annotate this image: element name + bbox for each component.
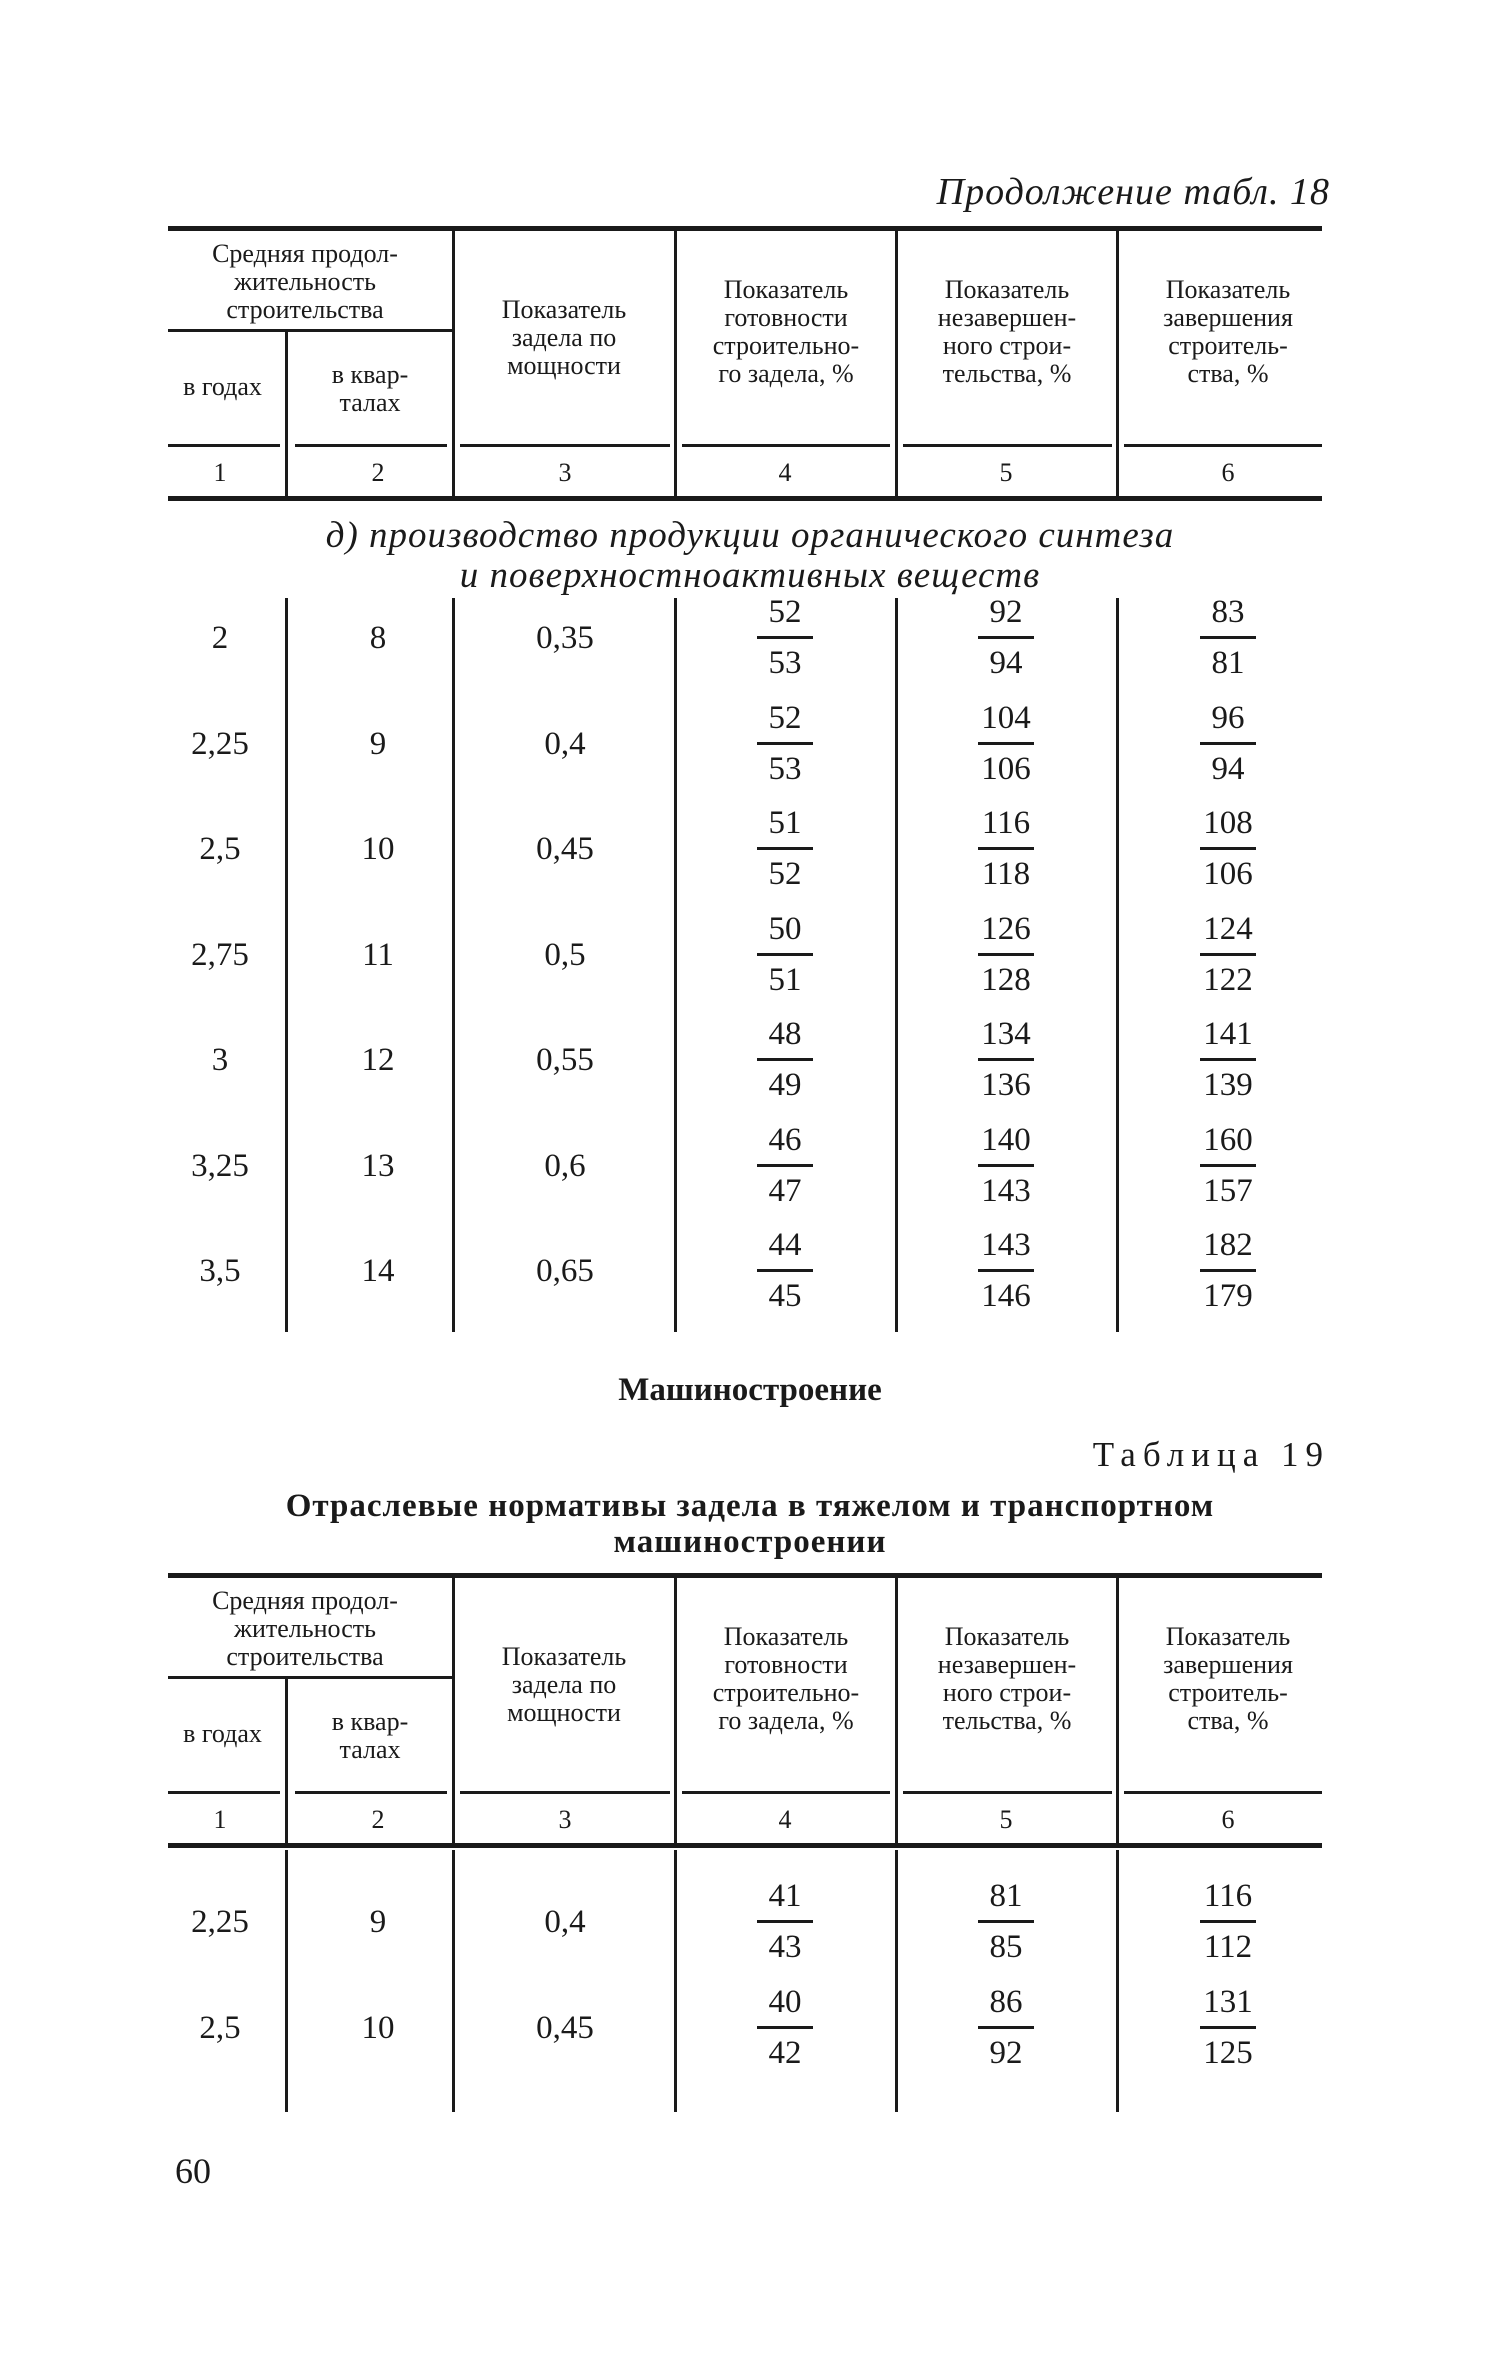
body-column-separator bbox=[285, 598, 288, 1332]
fraction-denominator: 47 bbox=[768, 1172, 802, 1209]
cell-readiness-fraction bbox=[725, 1225, 845, 1316]
header-bottom-rule bbox=[168, 444, 280, 447]
col4-header-line: готовности bbox=[724, 1650, 848, 1679]
fraction-numerator: 86 bbox=[989, 1983, 1023, 2020]
header-bottom-rule bbox=[295, 1791, 447, 1794]
header-column-separator bbox=[895, 1573, 898, 1843]
col4-header-line: го задела, % bbox=[718, 359, 854, 388]
header-column-separator bbox=[895, 226, 898, 496]
fraction-denominator: 52 bbox=[768, 856, 802, 892]
fraction-bar bbox=[1200, 742, 1256, 745]
cell-readiness-fraction bbox=[725, 1876, 845, 1967]
fraction-denominator: 94 bbox=[1211, 750, 1245, 787]
duration-group-header bbox=[170, 1587, 440, 1671]
column-number: 3 bbox=[558, 458, 572, 487]
cell-capacity: 0,5 bbox=[544, 936, 586, 973]
header-column-separator bbox=[452, 1573, 455, 1843]
cell-years: 3 bbox=[211, 1042, 229, 1078]
header-bottom-rule bbox=[460, 1791, 670, 1794]
cell-quarters: 10 bbox=[361, 2009, 395, 2046]
col5-header-line: ного строи- bbox=[942, 1678, 1072, 1707]
fraction-numerator: 44 bbox=[768, 1227, 802, 1263]
cell-years: 2,5 bbox=[199, 2009, 241, 2046]
cell-capacity: 0,4 bbox=[544, 725, 586, 762]
quarters-header bbox=[290, 1708, 450, 1764]
fraction-numerator: 131 bbox=[1203, 1983, 1253, 2020]
cell-quarters: 11 bbox=[362, 936, 394, 973]
header-bottom-rule bbox=[1124, 444, 1322, 447]
page-number: 60 bbox=[175, 2151, 211, 2191]
fraction-denominator: 136 bbox=[981, 1067, 1031, 1103]
quarters-header-line: в квар- bbox=[331, 360, 409, 389]
fraction-bar bbox=[757, 1058, 813, 1061]
fraction-numerator: 116 bbox=[981, 805, 1031, 841]
fraction-denominator: 53 bbox=[768, 645, 802, 681]
duration-group-line: строительства bbox=[226, 295, 384, 324]
cell-unfinished-fraction bbox=[946, 1225, 1066, 1316]
col3-header-line: мощности bbox=[507, 351, 621, 380]
column-number: 5 bbox=[999, 1805, 1013, 1834]
duration-group-line: Средняя продол- bbox=[212, 1586, 398, 1615]
header-column-separator bbox=[1116, 1573, 1119, 1843]
fraction-numerator: 126 bbox=[981, 910, 1031, 947]
col5-header-line: тельства, % bbox=[942, 359, 1072, 388]
cell-completion-fraction bbox=[1168, 698, 1288, 789]
duration-group-rule bbox=[168, 329, 452, 332]
fraction-denominator: 94 bbox=[989, 645, 1023, 681]
header-bottom-rule bbox=[903, 444, 1112, 447]
fraction-numerator: 140 bbox=[981, 1121, 1031, 1158]
section-title-line: д) производство продукции органического синтеза bbox=[325, 515, 1175, 556]
header-bottom-rule bbox=[682, 444, 890, 447]
fraction-numerator: 52 bbox=[768, 594, 802, 630]
fraction-denominator: 125 bbox=[1203, 2034, 1253, 2071]
fraction-denominator: 51 bbox=[768, 961, 802, 998]
column-number: 1 bbox=[213, 458, 227, 487]
column-number: 4 bbox=[778, 458, 792, 487]
fraction-bar bbox=[978, 1164, 1034, 1167]
cell-years: 2,75 bbox=[191, 936, 249, 973]
cell-unfinished-fraction bbox=[946, 1120, 1066, 1211]
cell-quarters: 12 bbox=[361, 1042, 395, 1078]
table-18-section-title bbox=[0, 516, 1500, 596]
body-column-separator bbox=[674, 598, 677, 1332]
col6-header-line: строитель- bbox=[1168, 1678, 1288, 1707]
column-number: 1 bbox=[213, 1805, 227, 1834]
quarters-header-line: талах bbox=[339, 388, 401, 417]
col6-header bbox=[1119, 276, 1337, 388]
col5-header bbox=[898, 276, 1116, 388]
quarters-header-line: талах bbox=[339, 1735, 401, 1764]
quarters-header-line: в квар- bbox=[331, 1707, 409, 1736]
fraction-bar bbox=[1200, 1164, 1256, 1167]
cell-years: 2,25 bbox=[191, 725, 249, 762]
cell-completion-fraction bbox=[1168, 1982, 1288, 2073]
cell-unfinished-fraction bbox=[946, 803, 1066, 894]
cell-capacity: 0,6 bbox=[544, 1147, 586, 1184]
section-heading: Машиностроение bbox=[618, 1372, 882, 1408]
cell-unfinished-fraction bbox=[946, 698, 1066, 789]
cell-completion-fraction bbox=[1168, 1120, 1288, 1211]
duration-group-header bbox=[170, 240, 440, 324]
fraction-bar bbox=[757, 847, 813, 850]
header-bottom-rule bbox=[903, 1791, 1112, 1794]
fraction-numerator: 81 bbox=[989, 1878, 1023, 1914]
fraction-denominator: 92 bbox=[989, 2034, 1023, 2071]
fraction-numerator: 124 bbox=[1203, 910, 1253, 947]
cell-unfinished-fraction bbox=[946, 1876, 1066, 1967]
col5-header bbox=[898, 1623, 1116, 1735]
table-19-title-line-1: Отраслевые нормативы задела в тяжелом и транспортном bbox=[285, 1488, 1215, 1524]
col6-header-line: ства, % bbox=[1187, 1706, 1269, 1735]
col6-header bbox=[1119, 1623, 1337, 1735]
col4-header-line: Показатель bbox=[723, 275, 849, 304]
body-column-separator bbox=[895, 598, 898, 1332]
col5-header-line: незавершен- bbox=[937, 303, 1077, 332]
fraction-bar bbox=[757, 1269, 813, 1272]
cell-readiness-fraction bbox=[725, 909, 845, 1000]
cell-years: 2,5 bbox=[199, 831, 241, 867]
fraction-numerator: 40 bbox=[768, 1983, 802, 2020]
duration-group-rule bbox=[168, 1676, 452, 1679]
column-number: 4 bbox=[778, 1805, 792, 1834]
body-column-separator bbox=[895, 1850, 898, 2112]
col6-header-line: Показатель bbox=[1165, 275, 1291, 304]
col4-header-line: готовности bbox=[724, 303, 848, 332]
column-number: 2 bbox=[371, 458, 385, 487]
fraction-bar bbox=[757, 636, 813, 639]
cell-completion-fraction bbox=[1168, 909, 1288, 1000]
cell-readiness-fraction bbox=[725, 1120, 845, 1211]
cell-unfinished-fraction bbox=[946, 1014, 1066, 1105]
fraction-bar bbox=[1200, 953, 1256, 956]
cell-completion-fraction bbox=[1168, 1876, 1288, 1967]
column-number: 6 bbox=[1221, 458, 1235, 487]
cell-capacity: 0,45 bbox=[536, 2009, 594, 2046]
fraction-denominator: 106 bbox=[981, 750, 1031, 787]
fraction-numerator: 46 bbox=[768, 1121, 802, 1158]
fraction-bar bbox=[978, 636, 1034, 639]
col5-header-line: незавершен- bbox=[937, 1650, 1077, 1679]
fraction-bar bbox=[978, 1269, 1034, 1272]
duration-group-line: жительность bbox=[234, 267, 376, 296]
header-bottom-rule bbox=[460, 444, 670, 447]
cell-completion-fraction bbox=[1168, 1225, 1288, 1316]
header-column-separator bbox=[674, 1573, 677, 1843]
cell-capacity: 0,65 bbox=[536, 1253, 594, 1289]
cell-years: 2,25 bbox=[191, 1904, 249, 1940]
fraction-denominator: 122 bbox=[1203, 961, 1253, 998]
cell-capacity: 0,55 bbox=[536, 1042, 594, 1078]
fraction-bar bbox=[1200, 1058, 1256, 1061]
cell-unfinished-fraction bbox=[946, 592, 1066, 683]
header-bottom-rule bbox=[682, 1791, 890, 1794]
fraction-bar bbox=[1200, 847, 1256, 850]
fraction-numerator: 160 bbox=[1203, 1121, 1253, 1158]
column-number: 5 bbox=[999, 458, 1013, 487]
column-number-rule bbox=[168, 1843, 1322, 1848]
fraction-numerator: 134 bbox=[981, 1016, 1031, 1052]
fraction-numerator: 83 bbox=[1211, 594, 1245, 630]
years-header: в годах bbox=[183, 372, 262, 401]
cell-readiness-fraction bbox=[725, 698, 845, 789]
fraction-numerator: 182 bbox=[1203, 1227, 1253, 1263]
column-number: 3 bbox=[558, 1805, 572, 1834]
fraction-bar bbox=[757, 1920, 813, 1923]
col4-header bbox=[677, 276, 895, 388]
fraction-denominator: 49 bbox=[768, 1067, 802, 1103]
col6-header-line: Показатель bbox=[1165, 1622, 1291, 1651]
fraction-numerator: 96 bbox=[1211, 699, 1245, 736]
body-column-separator bbox=[1116, 598, 1119, 1332]
cell-unfinished-fraction bbox=[946, 909, 1066, 1000]
header-bottom-rule bbox=[295, 444, 447, 447]
fraction-denominator: 42 bbox=[768, 2034, 802, 2071]
fraction-bar bbox=[757, 742, 813, 745]
header-top-rule bbox=[168, 226, 1322, 231]
col3-header bbox=[455, 296, 673, 380]
fraction-bar bbox=[978, 742, 1034, 745]
fraction-denominator: 157 bbox=[1203, 1172, 1253, 1209]
cell-capacity: 0,45 bbox=[536, 831, 594, 867]
col4-header-line: го задела, % bbox=[718, 1706, 854, 1735]
fraction-numerator: 41 bbox=[768, 1878, 802, 1914]
cell-quarters: 8 bbox=[369, 620, 387, 656]
col6-header-line: ства, % bbox=[1187, 359, 1269, 388]
column-number: 6 bbox=[1221, 1805, 1235, 1834]
col3-header-line: задела по bbox=[511, 1670, 617, 1699]
fraction-bar bbox=[1200, 2026, 1256, 2029]
duration-group-line: строительства bbox=[226, 1642, 384, 1671]
cell-readiness-fraction bbox=[725, 1014, 845, 1105]
fraction-bar bbox=[978, 953, 1034, 956]
cell-quarters: 13 bbox=[361, 1147, 395, 1184]
fraction-denominator: 143 bbox=[981, 1172, 1031, 1209]
fraction-numerator: 52 bbox=[768, 699, 802, 736]
header-bottom-rule bbox=[1124, 1791, 1322, 1794]
cell-quarters: 14 bbox=[361, 1253, 395, 1289]
body-column-separator bbox=[452, 598, 455, 1332]
fraction-denominator: 85 bbox=[989, 1929, 1023, 1965]
header-column-separator bbox=[452, 226, 455, 496]
fraction-denominator: 81 bbox=[1211, 645, 1245, 681]
fraction-bar bbox=[978, 2026, 1034, 2029]
fraction-numerator: 141 bbox=[1203, 1016, 1253, 1052]
fraction-numerator: 48 bbox=[768, 1016, 802, 1052]
fraction-denominator: 106 bbox=[1203, 856, 1253, 892]
col5-header-line: Показатель bbox=[944, 1622, 1070, 1651]
continuation-label: Продолжение табл. 18 bbox=[936, 171, 1330, 213]
col6-header-line: завершения bbox=[1163, 1650, 1293, 1679]
cell-capacity: 0,4 bbox=[544, 1904, 586, 1940]
duration-group-line: жительность bbox=[234, 1614, 376, 1643]
fraction-denominator: 45 bbox=[768, 1278, 802, 1314]
duration-group-line: Средняя продол- bbox=[212, 239, 398, 268]
header-column-separator bbox=[1116, 226, 1119, 496]
cell-years: 3,25 bbox=[191, 1147, 249, 1184]
fraction-numerator: 92 bbox=[989, 594, 1023, 630]
fraction-bar bbox=[1200, 1269, 1256, 1272]
fraction-numerator: 116 bbox=[1203, 1878, 1253, 1914]
header-bottom-rule bbox=[168, 1791, 280, 1794]
header-column-separator bbox=[285, 329, 288, 496]
fraction-bar bbox=[1200, 636, 1256, 639]
fraction-numerator: 50 bbox=[768, 910, 802, 947]
cell-years: 2 bbox=[211, 620, 229, 656]
fraction-numerator: 108 bbox=[1203, 805, 1253, 841]
fraction-bar bbox=[757, 1164, 813, 1167]
fraction-denominator: 53 bbox=[768, 750, 802, 787]
cell-readiness-fraction bbox=[725, 592, 845, 683]
col4-header bbox=[677, 1623, 895, 1735]
section-title-line: и поверхностноактивных веществ bbox=[459, 555, 1041, 596]
fraction-bar bbox=[978, 1920, 1034, 1923]
fraction-bar bbox=[978, 1058, 1034, 1061]
column-number-rule bbox=[168, 496, 1322, 501]
cell-quarters: 10 bbox=[361, 831, 395, 867]
col3-header-line: Показатель bbox=[501, 295, 627, 324]
quarters-header bbox=[290, 361, 450, 417]
cell-readiness-fraction bbox=[725, 1982, 845, 2073]
cell-unfinished-fraction bbox=[946, 1982, 1066, 2073]
fraction-denominator: 112 bbox=[1203, 1929, 1253, 1965]
fraction-bar bbox=[1200, 1920, 1256, 1923]
col4-header-line: Показатель bbox=[723, 1622, 849, 1651]
fraction-denominator: 128 bbox=[981, 961, 1031, 998]
body-column-separator bbox=[1116, 1850, 1119, 2112]
fraction-denominator: 43 bbox=[768, 1929, 802, 1965]
col3-header bbox=[455, 1643, 673, 1727]
col4-header-line: строительно- bbox=[712, 1678, 860, 1707]
fraction-numerator: 143 bbox=[981, 1227, 1031, 1263]
cell-capacity: 0,35 bbox=[536, 620, 594, 656]
fraction-numerator: 104 bbox=[981, 699, 1031, 736]
fraction-denominator: 146 bbox=[981, 1278, 1031, 1314]
cell-readiness-fraction bbox=[725, 803, 845, 894]
cell-years: 3,5 bbox=[199, 1253, 241, 1289]
col3-header-line: Показатель bbox=[501, 1642, 627, 1671]
cell-quarters: 9 bbox=[369, 725, 387, 762]
col5-header-line: ного строи- bbox=[942, 331, 1072, 360]
header-column-separator bbox=[674, 226, 677, 496]
body-column-separator bbox=[452, 1850, 455, 2112]
fraction-bar bbox=[757, 953, 813, 956]
col6-header-line: завершения bbox=[1163, 303, 1293, 332]
col6-header-line: строитель- bbox=[1168, 331, 1288, 360]
body-column-separator bbox=[285, 1850, 288, 2112]
header-column-separator bbox=[285, 1676, 288, 1843]
fraction-denominator: 179 bbox=[1203, 1278, 1253, 1314]
col5-header-line: Показатель bbox=[944, 275, 1070, 304]
table-19-label: Таблица 19 bbox=[1092, 1435, 1330, 1474]
cell-quarters: 9 bbox=[369, 1904, 387, 1940]
fraction-denominator: 139 bbox=[1203, 1067, 1253, 1103]
cell-completion-fraction bbox=[1168, 1014, 1288, 1105]
cell-completion-fraction bbox=[1168, 803, 1288, 894]
fraction-numerator: 51 bbox=[768, 805, 802, 841]
header-top-rule bbox=[168, 1573, 1322, 1578]
cell-completion-fraction bbox=[1168, 592, 1288, 683]
fraction-bar bbox=[757, 2026, 813, 2029]
col3-header-line: задела по bbox=[511, 323, 617, 352]
fraction-denominator: 118 bbox=[981, 856, 1031, 892]
body-column-separator bbox=[674, 1850, 677, 2112]
years-header: в годах bbox=[183, 1719, 262, 1748]
col5-header-line: тельства, % bbox=[942, 1706, 1072, 1735]
col4-header-line: строительно- bbox=[712, 331, 860, 360]
table-19-title-line-2: машиностроении bbox=[613, 1524, 887, 1560]
fraction-bar bbox=[978, 847, 1034, 850]
col3-header-line: мощности bbox=[507, 1698, 621, 1727]
table-19-title bbox=[0, 1488, 1500, 1560]
column-number: 2 bbox=[371, 1805, 385, 1834]
